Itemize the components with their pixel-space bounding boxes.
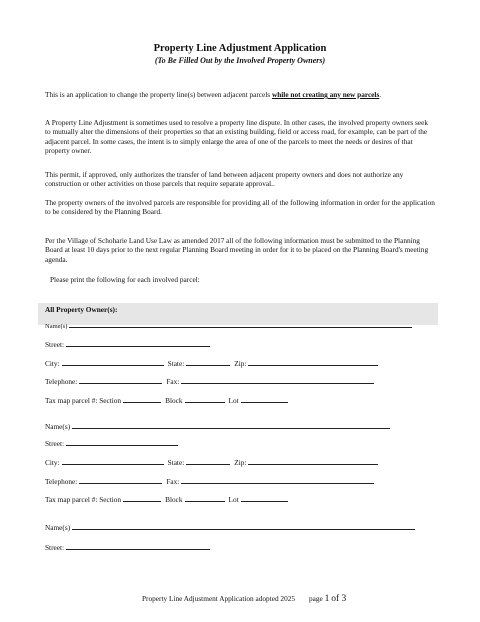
city-field[interactable] <box>62 358 164 366</box>
city-label: City: <box>45 359 60 368</box>
zip-label: Zip: <box>234 359 247 368</box>
lot-label: Lot <box>228 396 239 405</box>
page-footer <box>142 594 346 604</box>
page-number: 1 <box>324 594 330 604</box>
page-word: page <box>309 594 323 603</box>
name-field[interactable] <box>72 522 415 530</box>
street-field[interactable] <box>66 339 210 347</box>
lot-field[interactable] <box>241 395 288 403</box>
fax-field[interactable] <box>181 376 374 384</box>
tax-map-row <box>45 494 292 504</box>
tax-section-field[interactable] <box>123 494 161 502</box>
telephone-field[interactable] <box>79 476 162 484</box>
state-field[interactable] <box>186 358 230 366</box>
city-row <box>45 358 382 368</box>
intro-paragraph-6: Please print the following for each involved parcel: <box>50 275 200 284</box>
name-label: Name(s) <box>45 523 71 532</box>
telephone-field[interactable] <box>79 376 162 384</box>
name-field[interactable] <box>72 421 390 429</box>
telephone-label: Telephone: <box>45 377 78 386</box>
intro-paragraph-3: This permit, if approved, only authorizes the transfer of land between adjacent property owners and does not authorize any construction or other activities on those parcels that require separate approval.. <box>45 170 404 189</box>
street-label: Street: <box>45 439 65 448</box>
street-field[interactable] <box>66 542 210 550</box>
name-label: Name(s) <box>45 323 68 330</box>
intro-paragraph-5: Per the Village of Schoharie Land Use Law as amended 2017 all of the following information must be submitted to the Planning Board at least 10 days prior to the next regular Planning Board meeting in order for it to be placed on the Planning Board's meeting agenda. <box>45 236 429 264</box>
telephone-row <box>45 476 378 486</box>
state-label: State: <box>167 359 185 368</box>
intro-paragraph-2: A Property Line Adjustment is sometimes used to resolve a property line dispute. In other cases, the involved property owners seek to mutually alter the dimensions of their properties so that an existing building, field or access road, for example, can be part of the adjacent parcel. In some cases, the intent is to simply enlarge the area of one of the parcels to meet the needs or desires of that property owner. <box>45 118 429 155</box>
telephone-row <box>45 376 378 386</box>
tax-section-label: Tax map parcel #: Section <box>45 495 122 504</box>
lot-label: Lot <box>228 495 239 504</box>
zip-field[interactable] <box>248 457 378 465</box>
fax-field[interactable] <box>181 476 374 484</box>
zip-label: Zip: <box>234 458 247 467</box>
street-label: Street: <box>45 340 65 349</box>
city-label: City: <box>45 458 60 467</box>
state-label: State: <box>167 458 185 467</box>
owners-section-label: All Property Owner(s): <box>45 305 118 314</box>
intro-paragraph-1 <box>45 90 435 99</box>
name-row <box>45 320 416 331</box>
city-field[interactable] <box>62 457 164 465</box>
street-row <box>45 542 214 552</box>
state-field[interactable] <box>186 457 230 465</box>
name-field[interactable] <box>69 320 412 328</box>
lot-field[interactable] <box>241 494 288 502</box>
block-label: Block <box>165 396 183 405</box>
name-row <box>45 522 419 532</box>
intro-period: . <box>379 90 382 99</box>
fax-label: Fax: <box>166 377 180 386</box>
block-label: Block <box>165 495 183 504</box>
zip-field[interactable] <box>248 358 378 366</box>
tax-section-field[interactable] <box>123 395 161 403</box>
name-row <box>45 421 394 431</box>
block-field[interactable] <box>185 395 225 403</box>
street-row <box>45 438 182 448</box>
block-field[interactable] <box>185 494 225 502</box>
street-label: Street: <box>45 543 65 552</box>
street-row <box>45 339 214 349</box>
telephone-label: Telephone: <box>45 477 78 486</box>
footer-text: Property Line Adjustment Application adopted 2025 <box>142 594 296 603</box>
city-row <box>45 457 382 467</box>
name-label: Name(s) <box>45 422 71 431</box>
intro-emphasis: while not creating any new parcels <box>271 90 380 99</box>
form-subtitle: (To Be Filled Out by the Involved Property Owners) <box>154 56 326 65</box>
tax-section-label: Tax map parcel #: Section <box>45 396 122 405</box>
tax-map-row <box>45 395 292 405</box>
form-title: Property Line Adjustment Application <box>153 43 327 54</box>
fax-label: Fax: <box>166 477 180 486</box>
street-field[interactable] <box>66 438 178 446</box>
intro-text: This is an application to change the property line(s) between adjacent parcels <box>45 90 272 99</box>
intro-paragraph-4: The property owners of the involved parcels are responsible for providing all of the following information in order for the application to be considered by the Planning Board. <box>45 198 435 217</box>
page-total: of 3 <box>331 594 347 604</box>
